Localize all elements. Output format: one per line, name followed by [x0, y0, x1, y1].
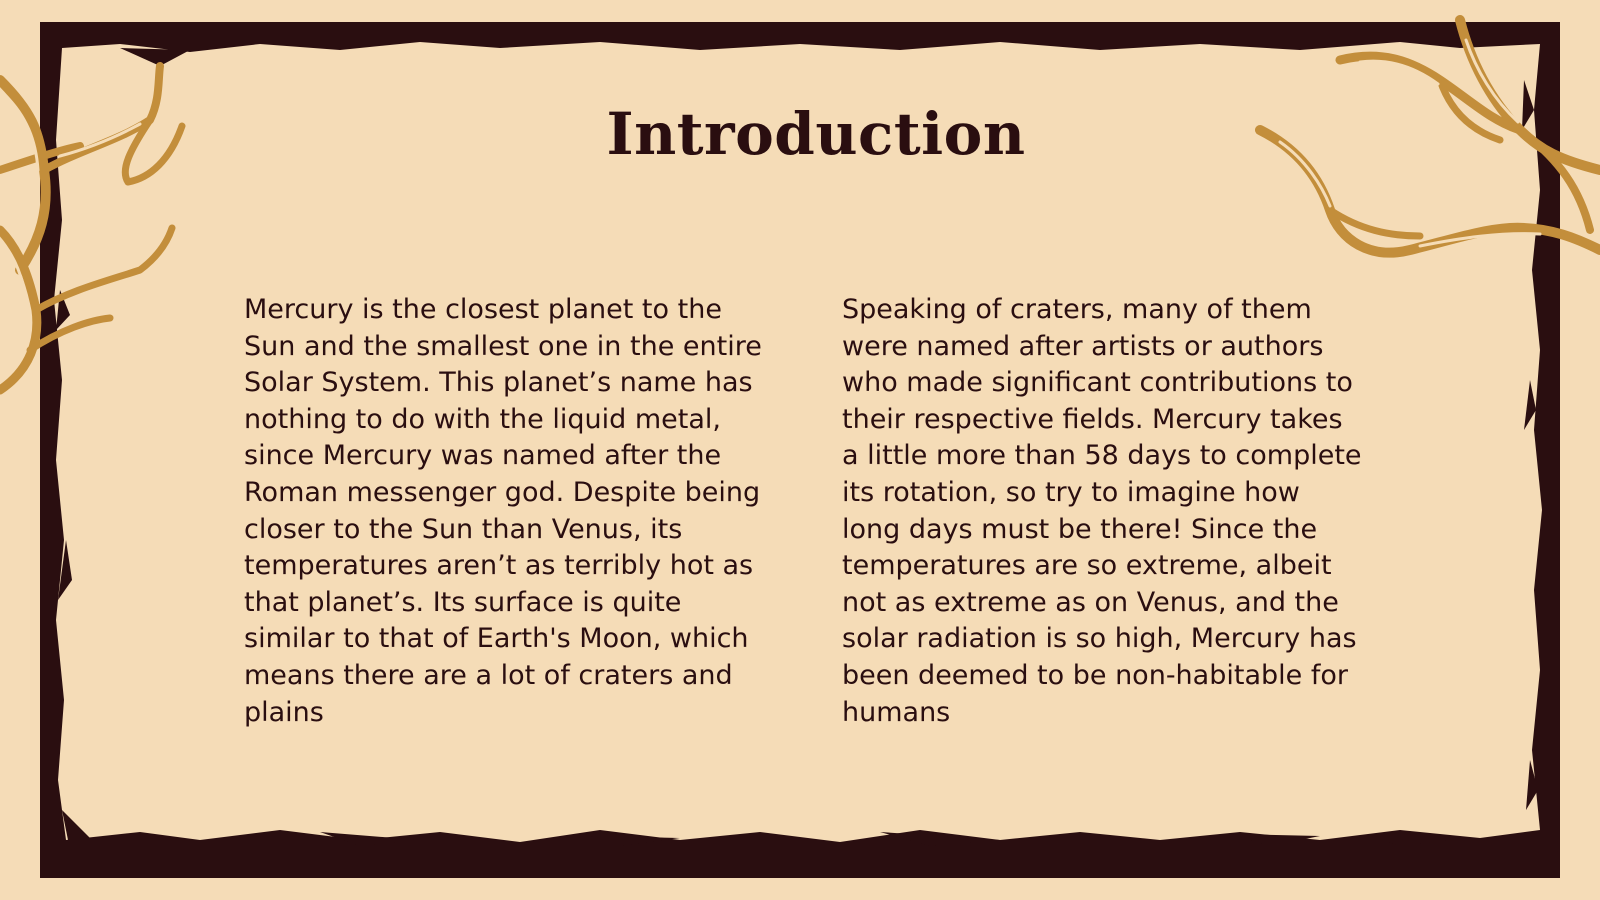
- slide-title: Introduction: [606, 100, 1026, 168]
- paragraph-left: Mercury is the closest planet to the Sun and the smallest one in the entire Solar System. This planet’s name has nothing to do with the liquid metal, since Mercury was named after the Roman messenger god. Despite being closer to the Sun than Venus, its temperatures aren’t as terribly hot as that planet’s. Its surface is quite similar to that of Earth's Moon, which means there are a lot of craters and plains: [244, 294, 762, 728]
- paragraph-right: Speaking of craters, many of them were named after artists or authors who made significant contributions to their respective fields. Mercury takes a little more than 58 days to complete its rotation, so try to imagine how long days must be there! Since the temperatures are so extreme, albeit not as extreme as on Venus, and the solar radiation is so high, Mercury has been deemed to be non-habitable for humans: [842, 294, 1362, 728]
